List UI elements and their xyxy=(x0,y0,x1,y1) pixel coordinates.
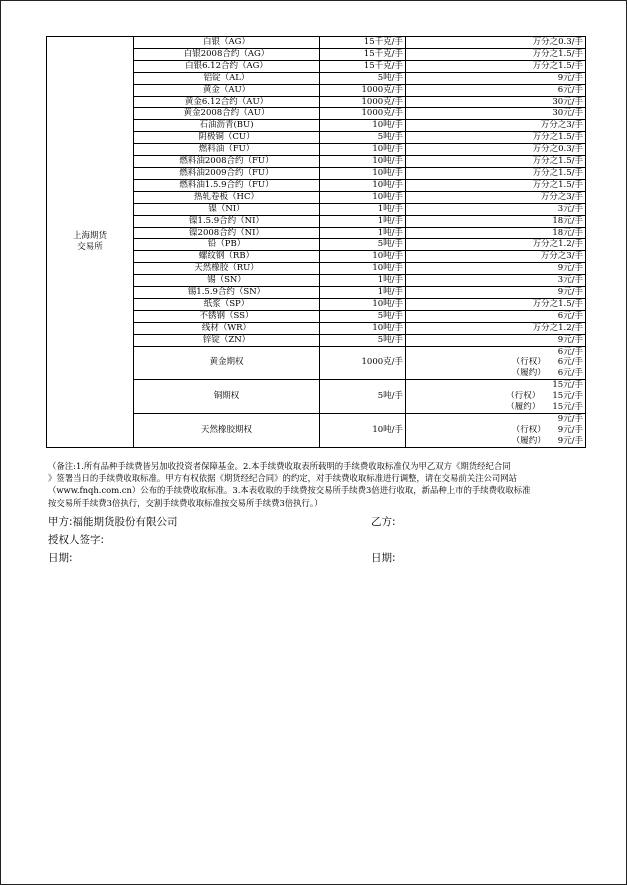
product-name: 锌锭（ZN） xyxy=(134,334,320,346)
trading-unit: 1吨/手 xyxy=(320,275,406,287)
fee-rate: 万分之1.5/手 xyxy=(406,167,586,179)
fee-table xyxy=(46,36,586,448)
product-name: 天然橡胶（RU） xyxy=(134,263,320,275)
option-fee-cell xyxy=(406,357,586,368)
trading-unit: 5吨/手 xyxy=(320,334,406,346)
table-row xyxy=(47,37,586,49)
trading-unit: 15千克/手 xyxy=(320,48,406,60)
fee-rate: 18元/手 xyxy=(406,215,586,227)
product-name: 石油沥青(BU) xyxy=(134,120,320,132)
product-name: 锡1.5.9合约（SN） xyxy=(134,287,320,299)
option-fee-line xyxy=(408,436,583,447)
fee-rate: 6元/手 xyxy=(406,84,586,96)
option-fee-line xyxy=(408,402,583,413)
product-name: 铅（PB） xyxy=(134,239,320,251)
product-name: 燃料油2008合约（FU） xyxy=(134,156,320,168)
product-name: 阴极铜（CU） xyxy=(134,132,320,144)
option-fee-label: （履约） xyxy=(511,435,546,446)
option-name: 黄金期权 xyxy=(134,346,320,380)
exchange-name-line-1: 上海期货 xyxy=(72,230,107,241)
fee-rate: 万分之0.3/手 xyxy=(406,37,586,49)
option-name: 铜期权 xyxy=(134,380,320,414)
trading-unit: 15千克/手 xyxy=(320,37,406,49)
notes-line-3: （www.fnqh.com.cn）公布的手续费收取标准。3.本表收取的手续费按交易所手续费3倍进行收取，新品种上市的手续费收取标准 xyxy=(48,485,531,496)
option-unit: 10吨/手 xyxy=(320,413,406,447)
product-name: 燃料油（FU） xyxy=(134,144,320,156)
option-fee-cell xyxy=(406,391,586,402)
fee-rate: 9元/手 xyxy=(406,72,586,84)
notes-line-1: （备注:1.所有品种手续费皆另加收投资者保障基金。2.本手续费收取表所载明的手续费收取标准仅为甲乙双方《期货经纪合同 xyxy=(48,461,511,471)
fee-rate: 万分之1.5/手 xyxy=(406,48,586,60)
trading-unit: 1吨/手 xyxy=(320,227,406,239)
product-name: 黄金（AU） xyxy=(134,84,320,96)
fee-rate: 9元/手 xyxy=(406,287,586,299)
option-fee-line xyxy=(408,380,583,391)
option-fee-cell xyxy=(406,413,586,424)
option-unit: 5吨/手 xyxy=(320,380,406,414)
fee-rate: 6元/手 xyxy=(406,310,586,322)
fee-rate: 万分之1.5/手 xyxy=(406,132,586,144)
fee-rate: 9元/手 xyxy=(406,334,586,346)
date-b: 日期: xyxy=(371,552,396,564)
trading-unit: 10吨/手 xyxy=(320,263,406,275)
trading-unit: 15千克/手 xyxy=(320,60,406,72)
product-name: 螺纹钢（RB） xyxy=(134,251,320,263)
option-fee-cell xyxy=(406,402,586,413)
trading-unit: 10吨/手 xyxy=(320,167,406,179)
fee-rate: 万分之1.5/手 xyxy=(406,60,586,72)
option-fee-line xyxy=(408,414,583,425)
fee-rate: 万分之0.3/手 xyxy=(406,144,586,156)
fee-rate: 18元/手 xyxy=(406,227,586,239)
fee-rate: 万分之3/手 xyxy=(406,120,586,132)
exchange-name-line-2: 交易所 xyxy=(77,241,103,252)
product-name: 白银6.12合约（AG） xyxy=(134,60,320,72)
trading-unit: 5吨/手 xyxy=(320,132,406,144)
trading-unit: 1吨/手 xyxy=(320,287,406,299)
fee-rate: 万分之1.2/手 xyxy=(406,322,586,334)
trading-unit: 1000克/手 xyxy=(320,108,406,120)
product-name: 线材（WR） xyxy=(134,322,320,334)
fee-rate: 万分之1.2/手 xyxy=(406,239,586,251)
party-b: 乙方: xyxy=(371,516,396,528)
product-name: 黄金2008合约（AU） xyxy=(134,108,320,120)
option-fee-label: （履约） xyxy=(506,402,541,413)
trading-unit: 10吨/手 xyxy=(320,179,406,191)
option-fee-value: 6元/手 xyxy=(557,368,583,379)
notes-line-4: 按交易所手续费3倍执行，交割手续费收取标准按交易所手续费3倍执行。） xyxy=(48,497,323,508)
product-name: 镍1.5.9合约（NI） xyxy=(134,215,320,227)
trading-unit: 10吨/手 xyxy=(320,191,406,203)
option-fee-label: （行权） xyxy=(511,357,546,368)
exchange-cell xyxy=(47,37,134,448)
notes xyxy=(48,460,588,509)
product-name: 白银2008合约（AG） xyxy=(134,48,320,60)
product-name: 黄金6.12合约（AU） xyxy=(134,96,320,108)
date-a: 日期: xyxy=(48,552,73,564)
option-fee-line xyxy=(408,357,583,368)
trading-unit: 5吨/手 xyxy=(320,239,406,251)
fee-rate: 万分之3/手 xyxy=(406,191,586,203)
fee-rate: 30元/手 xyxy=(406,96,586,108)
product-name: 燃料油2009合约（FU） xyxy=(134,167,320,179)
trading-unit: 10吨/手 xyxy=(320,120,406,132)
trading-unit: 5吨/手 xyxy=(320,310,406,322)
fee-table-body xyxy=(47,37,586,448)
option-fee-value: 15元/手 xyxy=(552,402,583,413)
option-unit: 1000克/手 xyxy=(320,346,406,380)
product-name: 不锈钢（SS） xyxy=(134,310,320,322)
trading-unit: 1000克/手 xyxy=(320,84,406,96)
party-a: 甲方:福能期货股份有限公司 xyxy=(48,516,178,528)
product-name: 铝锭（AL） xyxy=(134,72,320,84)
fee-rate: 万分之1.5/手 xyxy=(406,298,586,310)
option-fee-line xyxy=(408,368,583,379)
fee-rate: 万分之3/手 xyxy=(406,251,586,263)
trading-unit: 1吨/手 xyxy=(320,203,406,215)
trading-unit: 10吨/手 xyxy=(320,156,406,168)
trading-unit: 1吨/手 xyxy=(320,215,406,227)
option-fee-cell xyxy=(406,436,586,447)
option-fee-label: （行权） xyxy=(506,391,541,402)
option-fee-value: 6元/手 xyxy=(557,357,583,368)
product-name: 锡（SN） xyxy=(134,275,320,287)
option-fee-value: 6元/手 xyxy=(557,346,583,357)
fee-rate: 3元/手 xyxy=(406,275,586,287)
trading-unit: 10吨/手 xyxy=(320,298,406,310)
option-fee-value: 9元/手 xyxy=(557,424,583,435)
authorized-signature: 授权人签字: xyxy=(48,534,105,546)
option-fee-label: （履约） xyxy=(511,368,546,379)
product-name: 纸浆（SP） xyxy=(134,298,320,310)
option-fee-value: 9元/手 xyxy=(557,413,583,424)
option-fee-label: （行权） xyxy=(511,424,546,435)
trading-unit: 10吨/手 xyxy=(320,251,406,263)
trading-unit: 5吨/手 xyxy=(320,72,406,84)
option-fee-cell xyxy=(406,346,586,357)
fee-rate: 3元/手 xyxy=(406,203,586,215)
fee-rate: 万分之1.5/手 xyxy=(406,156,586,168)
option-fee-line xyxy=(408,347,583,358)
trading-unit: 10吨/手 xyxy=(320,144,406,156)
option-fee-value: 15元/手 xyxy=(552,380,583,391)
option-fee-value: 9元/手 xyxy=(557,435,583,446)
product-name: 镍（NI） xyxy=(134,203,320,215)
trading-unit: 10吨/手 xyxy=(320,322,406,334)
option-fee-value: 15元/手 xyxy=(552,391,583,402)
notes-line-2: 》签署当日的手续费收取标准。甲方有权依据《期货经纪合同》的约定，对手续费收取标准进行调整，请在交易前关注公司网站 xyxy=(48,473,517,484)
product-name: 白银（AG） xyxy=(134,37,320,49)
option-name: 天然橡胶期权 xyxy=(134,413,320,447)
product-name: 燃料油1.5.9合约（FU） xyxy=(134,179,320,191)
trading-unit: 1000克/手 xyxy=(320,96,406,108)
fee-rate: 万分之1.5/手 xyxy=(406,179,586,191)
option-fee-cell xyxy=(406,425,586,436)
product-name: 镍2008合约（NI） xyxy=(134,227,320,239)
option-fee-line xyxy=(408,391,583,402)
option-fee-cell xyxy=(406,380,586,391)
option-fee-cell xyxy=(406,368,586,379)
fee-rate: 30元/手 xyxy=(406,108,586,120)
fee-rate: 9元/手 xyxy=(406,263,586,275)
product-name: 热轧卷板（HC） xyxy=(134,191,320,203)
option-fee-line xyxy=(408,425,583,436)
